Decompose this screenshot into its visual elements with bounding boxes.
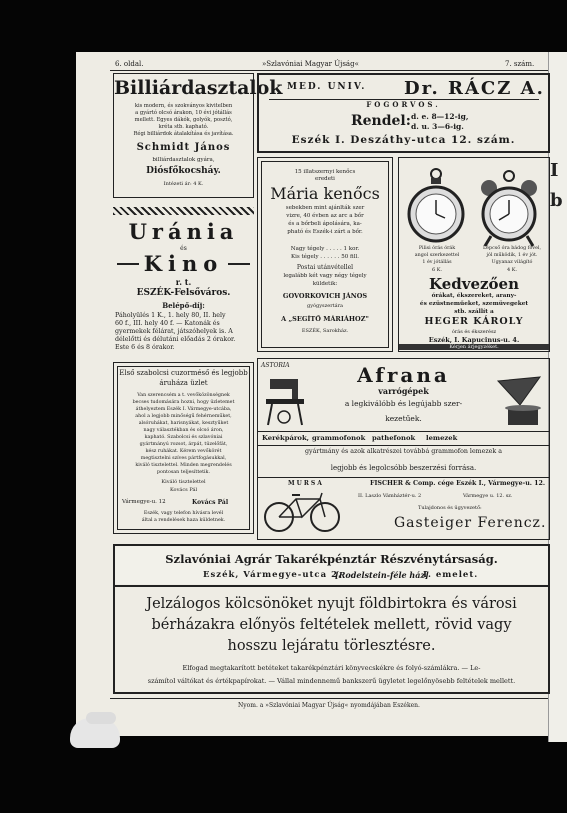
afrana-ad	[257, 358, 550, 540]
afrana-sub: varrógépek	[378, 386, 429, 396]
billiard-text: mellett. Egyes dákók, golyók, posztó,	[134, 117, 233, 123]
notice-heading-2: áruháza üzlet	[159, 379, 208, 387]
adjacent-page-letter: I	[550, 160, 559, 181]
clocks-ad	[398, 157, 550, 352]
afrana-product: grammofonok	[312, 434, 366, 442]
afrana-owner: Gasteiger Ferencz.	[394, 515, 547, 531]
afrana-line: legjobb és legolcsóbb beszerzési forrása.	[330, 464, 477, 472]
pocket-watch-image	[407, 166, 465, 250]
urania-text: délelőtti és délutáni előadás 2 órakor.	[115, 336, 236, 343]
kino-title: Kino	[143, 251, 224, 276]
printer-imprint: Nyom. a »Szlavóniai Magyar Újság« nyomdájában Eszéken.	[238, 702, 420, 709]
clocks-footer: Kérjen árjegyzéket.	[399, 344, 549, 350]
maria-text: vizre, 40 évben az arc a bőr	[286, 213, 364, 219]
header-rule	[110, 70, 548, 71]
afrana-product: pathefonok	[372, 434, 416, 442]
billiard-city: Diósfőkocsháy.	[146, 166, 221, 176]
billiard-maker: Schmidt János	[136, 142, 231, 153]
bank-small: Elfogad megtakarított betéteket takarékpénztári könyvecskékre és folyó-számlákra. — Le-	[182, 664, 481, 672]
clocks-text: stb. szállít a	[454, 309, 494, 315]
notice-text: becses tudomására hozni, hogy üzletemet	[132, 400, 235, 405]
maria-top: eredeti	[315, 176, 335, 182]
doctor-hours-afternoon: d. u. 3—6-ig.	[411, 122, 464, 131]
afrana-line: kezetűek.	[385, 414, 422, 423]
clock-price: 4 K.	[506, 267, 518, 273]
afrana-product: lemezek	[426, 434, 458, 442]
doctor-rendel: Rendel:	[351, 113, 411, 129]
notice-text: megtisztelni szíves pártfogásukkal,	[140, 456, 227, 461]
hand-thumb	[86, 712, 116, 724]
maria-text: sebekben mint ajánlták szer	[285, 205, 365, 211]
notice-heading: Első szabolcsi cuzorméső és legjobb	[119, 369, 248, 377]
urania-title: Uránia	[128, 219, 239, 244]
billiard-text: kréta stb. kapható.	[158, 124, 209, 130]
kino-rule-left	[117, 263, 139, 265]
doctor-name: Dr. RÁCZ A.	[404, 78, 545, 99]
maria-price: Kis tégely . . . . . . 50 fill.	[291, 254, 359, 260]
astoria-brand: ASTORIA	[261, 362, 290, 369]
maria-seller-sub: gyógyszertára	[307, 303, 343, 309]
billiard-text: kis modern, és szokványos kivitelben	[134, 103, 233, 109]
bank-ad	[113, 544, 550, 694]
notice-text: kapható. Szabolcsi és szlavóniai	[144, 435, 223, 440]
afrana-company: FISCHER & Comp. cége Eszék I., Vármegye-u. 12.	[370, 480, 546, 487]
clock-caption: Ugyanaz világító	[491, 260, 533, 265]
billiard-maker-sub: billiárdasztalok gyára,	[152, 157, 215, 163]
footer-rule	[110, 698, 548, 699]
watch-caption: angol szerkezettel	[414, 253, 460, 258]
notice-owner: Kovács Pál	[192, 499, 229, 506]
bank-main: hosszu lejáratu törlesztésre.	[227, 638, 436, 654]
billiard-footer: Intézeti ár: 4 K.	[163, 181, 204, 187]
notice-sign: Kiváló tisztelettel	[161, 479, 206, 485]
afrana-product: Kerékpárok,	[262, 434, 310, 442]
maria-ad	[257, 157, 393, 352]
clocks-title: Kedvezően	[429, 275, 519, 293]
urania-text: 60 f., III. hely 40 f. — Katonák és	[115, 320, 220, 327]
doctor-ad	[257, 73, 550, 153]
clocks-text: órákat, ékszereket, arany-	[431, 293, 517, 299]
adjacent-page-edge	[548, 52, 567, 742]
shop-notice-ad	[113, 362, 254, 534]
maria-text: küldetik:	[312, 281, 338, 287]
masthead-title: »Szlavóniai Magyar Újság«	[262, 60, 359, 68]
bank-main: Jelzálogos kölcsönöket nyujt földbirtokra és városi	[146, 596, 517, 612]
clocks-address: Eszék, I. Kapucinus-u. 4.	[428, 336, 520, 344]
notice-text: alsóruhákat, harisnyákat, kesztyűket	[138, 421, 229, 426]
notice-text: nagy választékban és olcsó áron,	[143, 428, 224, 433]
bank-small: számítol váltókat és értékpapírokat. — Vállal mindennemű bankszerű ügyletet legelőnyösebb feltételek mellett.	[147, 677, 516, 685]
afrana-rule	[258, 445, 549, 446]
page-number: 6. oldal.	[115, 60, 144, 68]
maria-text: pható és Eszék-i zárt a bőr.	[287, 229, 363, 235]
clocks-merchant-sub: órás és ékszerész	[451, 329, 497, 335]
afrana-rule	[258, 431, 549, 432]
maria-city: ESZÉK, Sarokház.	[301, 328, 349, 334]
clocks-merchant: HEGER KÁROLY	[424, 316, 524, 327]
maria-price: Nagy tégely . . . . . 1 kor.	[290, 246, 360, 252]
notice-text: ahol a legjobb minőségű fehérneműket,	[135, 414, 232, 419]
bank-rule	[115, 585, 548, 587]
urania-es: és	[180, 245, 187, 252]
maria-postal: Postai utánvétellel	[296, 264, 354, 271]
urania-rt: r. t.	[175, 277, 192, 287]
doctor-sub: FOGORVOS.	[366, 100, 441, 109]
mursa-brand: MURSA	[288, 480, 324, 487]
bank-address: Eszék, Vármegye-utca 2.	[203, 570, 342, 580]
watch-caption: 1 év jótállás	[422, 260, 452, 265]
maria-top: 15 illatszernyi kenőcs	[294, 169, 356, 175]
doctor-top: MED. UNIV.	[287, 82, 367, 92]
bank-address-note: [Rodelstein-féle ház]	[335, 570, 429, 580]
notice-bottom: által a rendelések haza küldetnek.	[141, 518, 226, 523]
afrana-company-address-2: Vármegye u. 12. sz.	[463, 493, 513, 499]
watch-caption: Pilisi órás órák	[418, 246, 456, 251]
billiard-text: a gyártó olcsó árakon, 10 évi jótállás	[135, 110, 232, 116]
afrana-line: a legkiválóbb és legújabb szer-	[344, 399, 463, 408]
billiard-text: Régi billiárdok átalakítása és javítása.	[133, 131, 234, 137]
notice-text: Van szerencsém a t. vevőközönségnek	[137, 393, 230, 398]
watch-price: 6 K.	[431, 267, 443, 273]
urania-text: Páholyülés 1 K., 1. hely 80, II. hely	[115, 312, 226, 319]
urania-belepo: Belépő-díj:	[162, 301, 205, 310]
clock-caption: jól működik, 1 év jót.	[486, 253, 538, 258]
clock-caption: Lépcső óra bádog fővel,	[483, 246, 541, 251]
maria-title: Mária kenőcs	[270, 184, 380, 203]
afrana-line: gyártmány és azok alkatrészei továbbá grammofon lemezek a	[305, 448, 502, 455]
billiard-ad	[113, 73, 283, 198]
bank-main: bérházakra előnyös feltételek mellett, rövid vagy	[151, 617, 512, 633]
afrana-rep: Tulajdonos és ügyvezető:	[418, 505, 482, 511]
bank-name: Szlavóniai Agrár Takarékpénztár Részvénytársaság.	[165, 552, 498, 566]
notice-text: kész ruhákat. Kérem vevőkörét	[145, 449, 222, 454]
adjacent-page-letter: b	[550, 190, 563, 211]
urania-text: gyermekek félárat, játszóhelyek is. A	[115, 328, 233, 335]
notice-text: áthelyeztem Eszék I. Vármegye-utcába,	[135, 407, 232, 412]
ornament-band	[113, 207, 254, 215]
notice-bottom: Eszék, vagy telefon hívásra levél	[143, 511, 224, 516]
notice-text: gyártmányú rozsot, árpát, tüzelőfát,	[139, 442, 228, 447]
kino-rule-right	[228, 263, 250, 265]
afrana-rule	[258, 477, 549, 478]
alarm-clock-image	[477, 168, 541, 250]
afrana-company-address: II. Laszlo Vámháztér-u. 2	[358, 493, 422, 499]
maria-text: és a bőrbeli ápolására, ka-	[288, 221, 362, 227]
notice-text: pontosan teljesíttetik.	[156, 470, 210, 475]
clocks-text: és ezüstneműeket, szemüvegeket	[419, 301, 529, 307]
afrana-title: Afrana	[357, 363, 450, 387]
notice-address: Vármegye-u. 12	[122, 499, 166, 505]
bicycle-image	[262, 489, 342, 535]
notice-sign: Kovács Pál	[169, 487, 198, 493]
urania-city: ESZÉK-Felsőváros.	[136, 288, 231, 298]
bank-address-floor: I. emelet.	[423, 570, 479, 580]
doctor-address: Eszék I. Deszáthy-utca 12. szám.	[291, 134, 516, 146]
notice-text: kiváló tisztelettel. Minden megrendelés	[135, 463, 232, 468]
maria-text: legalább két vagy négy tégely	[283, 273, 367, 279]
urania-ad	[113, 201, 254, 351]
maria-shop: A „SEGÍTŐ MÁRIÁHOZ"	[281, 315, 369, 323]
billiard-title: Billiárdasztalok	[114, 77, 283, 99]
maria-seller: GOVORKOVICH JÁNOS	[282, 292, 368, 300]
issue-number: 7. szám.	[505, 60, 535, 68]
doctor-hours-morning: d. e. 8—12-ig,	[411, 112, 469, 121]
urania-text: Este 6 és 8 órakor.	[115, 344, 175, 351]
